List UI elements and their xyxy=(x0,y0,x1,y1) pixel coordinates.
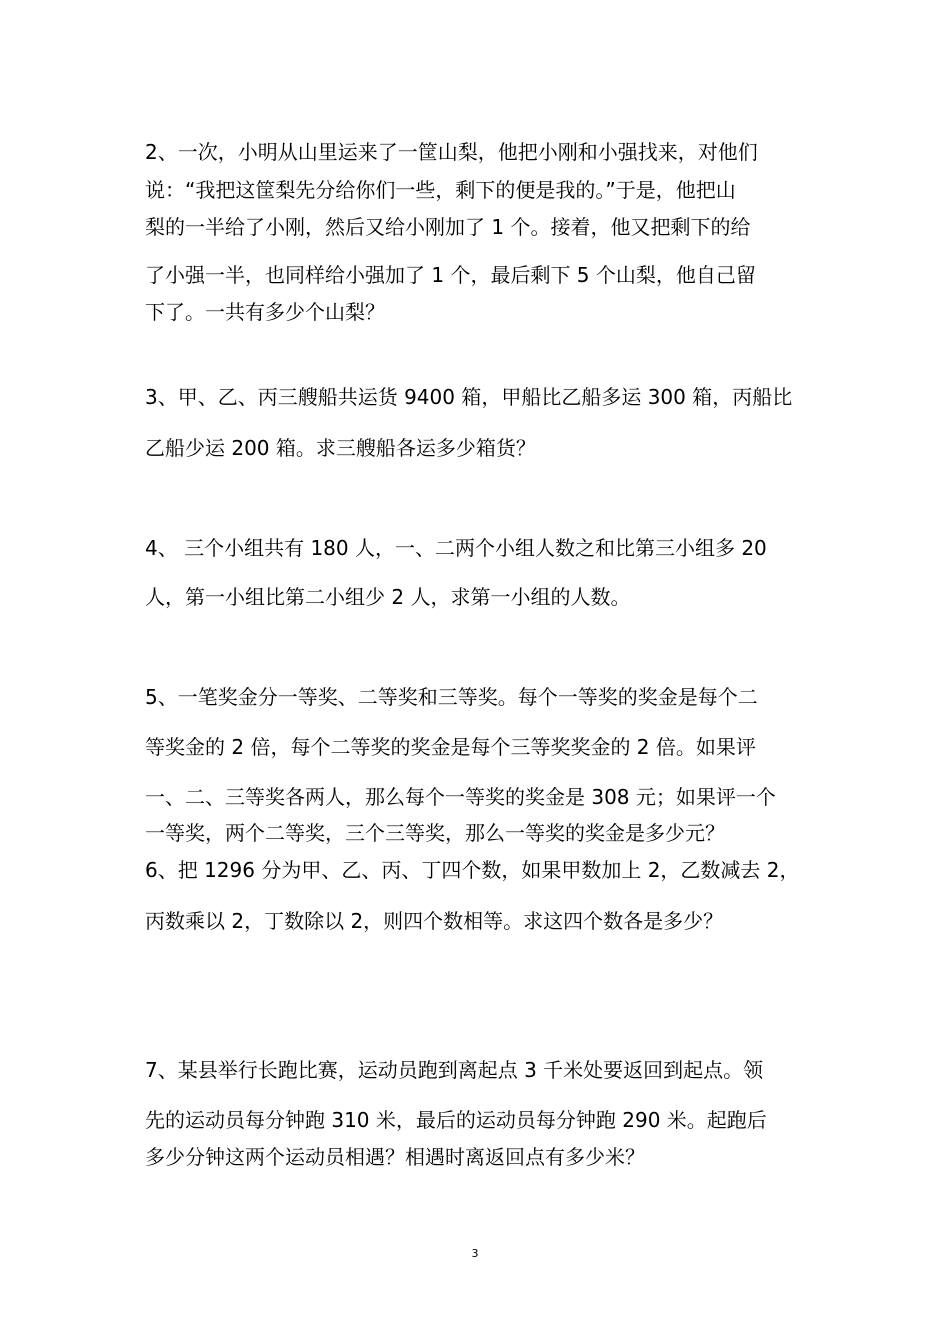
problem-5-line-2: 等奖金的 2 倍，每个二等奖的奖金是每个三等奖奖金的 2 倍。如果评 xyxy=(145,735,756,759)
problem-4-line-1: 4、 三个小组共有 180 人，一、二两个小组人数之和比第三小组多 20 xyxy=(145,536,767,560)
problem-2-line-4: 了小强一半，也同样给小强加了 1 个，最后剩下 5 个山梨，他自己留 xyxy=(145,263,756,287)
problem-7-line-1: 7、某县举行长跑比赛，运动员跑到离起点 3 千米处要返回到起点。领 xyxy=(145,1058,764,1082)
problem-4-line-2: 人，第一小组比第二小组少 2 人，求第一小组的人数。 xyxy=(145,585,631,609)
problem-6-line-1: 6、把 1296 分为甲、乙、丙、丁四个数，如果甲数加上 2，乙数减去 2， xyxy=(145,858,800,882)
problem-3-line-1: 3、甲、乙、丙三艘船共运货 9400 箱，甲船比乙船多运 300 箱，丙船比 xyxy=(145,385,793,409)
problem-7-line-2: 先的运动员每分钟跑 310 米，最后的运动员每分钟跑 290 米。起跑后 xyxy=(145,1108,767,1132)
problem-5-line-3: 一、二、三等奖各两人，那么每个一等奖的奖金是 308 元；如果评一个 xyxy=(145,785,776,809)
problem-5-line-1: 5、一笔奖金分一等奖、二等奖和三等奖。每个一等奖的奖金是每个二 xyxy=(145,685,758,709)
problem-2-line-1: 2、一次，小明从山里运来了一筐山梨，他把小刚和小强找来，对他们 xyxy=(145,140,758,164)
problem-3-line-2: 乙船少运 200 箱。求三艘船各运多少箱货？ xyxy=(145,436,536,460)
page-number: 3 xyxy=(471,1247,479,1260)
problem-7-line-3: 多少分钟这两个运动员相遇？相遇时离返回点有多少米？ xyxy=(145,1145,645,1169)
problem-5-line-4: 一等奖，两个二等奖，三个三等奖，那么一等奖的奖金是多少元？ xyxy=(145,821,725,845)
problem-6-line-2: 丙数乘以 2，丁数除以 2，则四个数相等。求这四个数各是多少？ xyxy=(145,909,724,933)
problem-2-line-3: 梨的一半给了小刚，然后又给小刚加了 1 个。接着，他又把剩下的给 xyxy=(145,215,751,239)
problem-2-line-5: 下了。一共有多少个山梨？ xyxy=(145,300,385,324)
problem-2-line-2: 说：“我把这筐梨先分给你们一些，剩下的便是我的。”于是，他把山 xyxy=(145,178,736,202)
